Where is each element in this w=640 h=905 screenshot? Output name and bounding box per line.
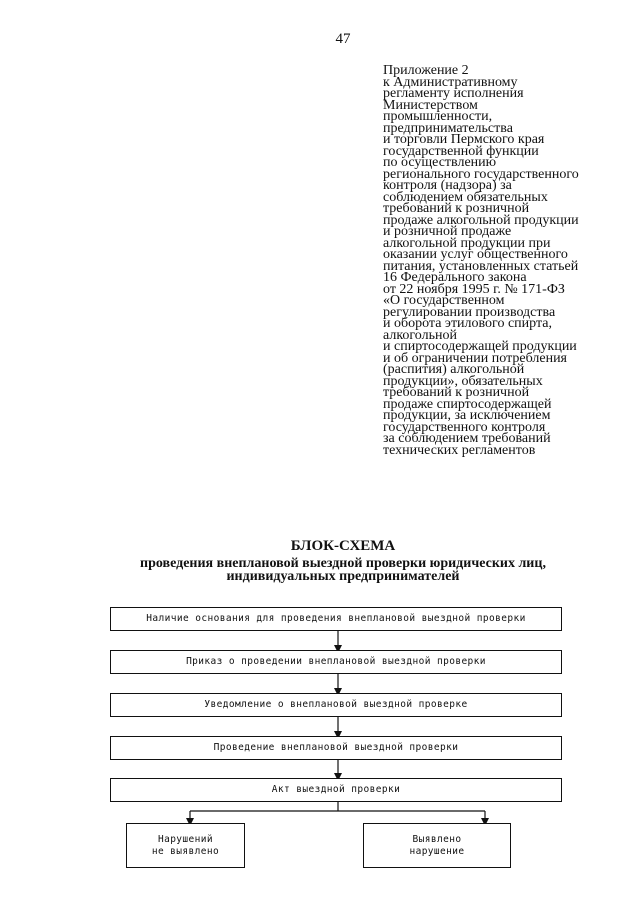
step-notification-box	[110, 693, 562, 717]
appendix-line: (распития) алкогольной	[383, 362, 525, 377]
step-order-box	[110, 650, 562, 674]
outcome-no-violation-line: не выявлено	[151, 845, 220, 857]
appendix-line: алкогольной	[383, 327, 457, 343]
outcome-violation-line: Выявлено	[412, 833, 462, 845]
appendix-line: «О государственном	[383, 293, 505, 308]
appendix-line: продаже алкогольной продукции	[383, 212, 579, 228]
appendix-line: регламенту исполнения	[383, 86, 524, 101]
appendix-line: Министерством	[383, 97, 478, 113]
step-order-text: Приказ о проведении внеплановой выездной проверки	[186, 656, 486, 667]
outcome-violation-line: нарушение	[409, 845, 465, 857]
outcome-no-violation-box	[126, 823, 245, 868]
appendix-line: по осуществлению	[383, 155, 497, 170]
appendix-block	[383, 65, 633, 456]
appendix-line: продукции», обязательных	[383, 373, 543, 389]
appendix-line: 16 Федерального закона	[383, 270, 527, 285]
appendix-line: за соблюдением требований	[383, 431, 551, 446]
appendix-line: промышленности,	[383, 109, 493, 124]
appendix-line: регионального государственного	[383, 166, 579, 182]
appendix-line: требований к розничной	[383, 385, 530, 400]
step-act-text: Акт выездной проверки	[271, 784, 401, 795]
scheme-subtitle	[0, 557, 640, 583]
appendix-line: и об ограничении потребления	[383, 350, 567, 366]
scheme-subtitle-line: индивидуальных предпринимателей	[226, 569, 460, 584]
appendix-line: и спиртосодержащей продукции	[383, 339, 577, 354]
scheme-title: БЛОК-СХЕМА	[290, 538, 396, 554]
step-inspection-text: Проведение внеплановой выездной проверки	[213, 742, 459, 753]
appendix-line: алкогольной продукции при	[383, 235, 551, 251]
appendix-line: от 22 ноября 1995 г. № 171-ФЗ	[383, 281, 565, 297]
scheme-subtitle-line: проведения внеплановой выездной проверки юридических лиц,	[140, 556, 546, 571]
appendix-line: и розничной продаже	[383, 224, 512, 239]
appendix-line: к Административному	[383, 74, 518, 90]
outcome-violation-box	[363, 823, 511, 868]
step-grounds-box	[110, 607, 562, 631]
appendix-line: и торговли Пермского края	[383, 132, 545, 147]
step-inspection-box	[110, 736, 562, 760]
step-grounds-text: Наличие основания для проведения внеплановой выездной проверки	[146, 613, 526, 624]
appendix-line: контроля (надзора) за	[383, 178, 512, 193]
appendix-line: регулировании производства	[383, 304, 556, 320]
outcome-no-violation-line: Нарушений	[157, 833, 214, 845]
appendix-line: технических регламентов	[383, 442, 536, 458]
appendix-line: соблюдением обязательных	[383, 189, 548, 205]
appendix-line: питания, установленных статьей	[383, 258, 579, 274]
appendix-line: и оборота этилового спирта,	[383, 316, 552, 331]
step-notification-text: Уведомление о внеплановой выездной проверке	[204, 699, 468, 710]
appendix-line: продукции, за исключением	[383, 408, 551, 423]
appendix-line: продаже спиртосодержащей	[383, 396, 552, 412]
appendix-line: государственной функции	[383, 143, 539, 159]
appendix-line: требований к розничной	[383, 201, 530, 216]
step-act-box	[110, 778, 562, 802]
appendix-line: государственного контроля	[383, 419, 546, 435]
page-number: 47	[335, 31, 351, 47]
appendix-line: предпринимательства	[383, 120, 513, 136]
appendix-line: Приложение 2	[383, 63, 469, 78]
appendix-line: оказании услуг общественного	[383, 247, 568, 262]
